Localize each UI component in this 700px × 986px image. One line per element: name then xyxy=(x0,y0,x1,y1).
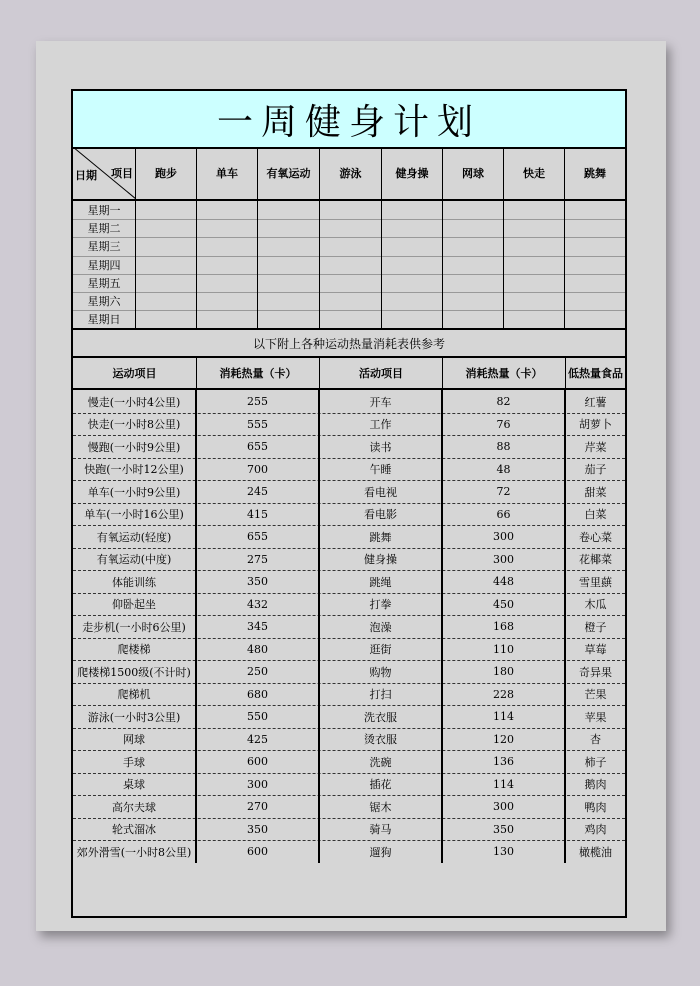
plan-cell xyxy=(382,274,443,292)
reference-column-header: 低热量食品 xyxy=(568,367,623,381)
reference-cell: 芒果 xyxy=(584,688,607,702)
plan-cell xyxy=(382,201,443,219)
reference-cell: 270 xyxy=(197,795,320,818)
reference-cell: 鸡肉 xyxy=(584,823,607,837)
reference-cell: 逛街 xyxy=(320,638,443,661)
reference-cell: 228 xyxy=(443,683,566,706)
plan-cell xyxy=(443,310,504,328)
reference-row xyxy=(73,525,625,549)
reference-cell: 415 xyxy=(197,503,320,526)
reference-cell: 慢跑(一小时9公里) xyxy=(73,435,197,458)
reference-cell: 奇异果 xyxy=(579,665,612,679)
plan-cell xyxy=(504,292,565,310)
reference-cell: 48 xyxy=(443,458,566,481)
reference-row xyxy=(73,390,625,414)
plan-cell xyxy=(443,274,504,292)
reference-cell: 鹅肉 xyxy=(584,778,607,792)
reference-cell: 450 xyxy=(443,593,566,616)
reference-cell: 快走(一小时8公里) xyxy=(73,413,197,436)
plan-cell xyxy=(320,237,382,255)
plan-cell xyxy=(565,292,625,310)
reference-column-header: 活动项目 xyxy=(320,358,443,388)
reference-cell: 单车(一小时9公里) xyxy=(73,480,197,503)
day-label: 星期五 xyxy=(73,274,136,292)
reference-cell: 350 xyxy=(197,570,320,593)
plan-cell xyxy=(320,274,382,292)
plan-cell xyxy=(565,201,625,219)
reference-cell: 慢走(一小时4公里) xyxy=(73,390,197,413)
plan-column-header: 有氧运动 xyxy=(258,147,320,199)
reference-cell: 胡萝卜 xyxy=(579,418,612,432)
reference-cell: 健身操 xyxy=(320,548,443,571)
plan-cell xyxy=(136,310,197,328)
plan-cell xyxy=(197,237,258,255)
reference-cell: 300 xyxy=(197,773,320,796)
reference-cell: 114 xyxy=(443,773,566,796)
reference-cell: 打扫 xyxy=(320,683,443,706)
plan-cell xyxy=(320,201,382,219)
plan-day-row xyxy=(73,274,625,293)
reference-row xyxy=(73,570,625,594)
reference-cell: 300 xyxy=(443,525,566,548)
reference-row xyxy=(73,548,625,572)
plan-cell xyxy=(565,274,625,292)
day-label: 星期三 xyxy=(73,237,136,255)
reference-cell: 350 xyxy=(443,818,566,841)
reference-header-row xyxy=(73,356,625,390)
plan-cell xyxy=(565,219,625,237)
reference-cell: 跳舞 xyxy=(320,525,443,548)
day-label: 星期一 xyxy=(73,201,136,219)
reference-cell: 245 xyxy=(197,480,320,503)
reference-cell: 700 xyxy=(197,458,320,481)
reference-cell: 泡澡 xyxy=(320,615,443,638)
reference-cell: 448 xyxy=(443,570,566,593)
reference-row xyxy=(73,683,625,707)
plan-cell xyxy=(504,201,565,219)
reference-cell: 插花 xyxy=(320,773,443,796)
reference-cell: 66 xyxy=(443,503,566,526)
plan-cell xyxy=(197,310,258,328)
plan-day-row xyxy=(73,219,625,238)
day-label: 星期四 xyxy=(73,256,136,274)
reference-cell: 168 xyxy=(443,615,566,638)
reference-cell: 有氧运动(中度) xyxy=(73,548,197,571)
reference-cell: 680 xyxy=(197,683,320,706)
reference-cell: 走步机(一小时6公里) xyxy=(73,615,197,638)
sheet xyxy=(36,41,666,931)
reference-row xyxy=(73,773,625,797)
reference-cell: 体能训练 xyxy=(73,570,197,593)
reference-cell: 高尔夫球 xyxy=(73,795,197,818)
reference-cell: 手球 xyxy=(73,750,197,773)
plan-cell xyxy=(382,219,443,237)
reference-cell: 开车 xyxy=(320,390,443,413)
plan-cell xyxy=(136,219,197,237)
reference-cell: 工作 xyxy=(320,413,443,436)
reference-row xyxy=(73,840,625,863)
plan-column-header: 快走 xyxy=(504,147,565,199)
reference-cell: 120 xyxy=(443,728,566,751)
plan-day-row xyxy=(73,201,625,220)
reference-cell: 骑马 xyxy=(320,818,443,841)
plan-cell xyxy=(258,256,320,274)
reference-cell: 看电视 xyxy=(320,480,443,503)
plan-cell xyxy=(258,274,320,292)
plan-cell xyxy=(197,201,258,219)
reference-cell: 午睡 xyxy=(320,458,443,481)
reference-cell: 136 xyxy=(443,750,566,773)
plan-cell xyxy=(443,292,504,310)
plan-cell xyxy=(320,292,382,310)
plan-cell xyxy=(504,310,565,328)
reference-cell: 木瓜 xyxy=(584,598,607,612)
plan-cell xyxy=(565,256,625,274)
corner-row-label: 日期 xyxy=(75,169,97,182)
plan-cell xyxy=(504,219,565,237)
day-label: 星期六 xyxy=(73,292,136,310)
reference-row xyxy=(73,593,625,617)
plan-cell xyxy=(197,256,258,274)
reference-cell: 82 xyxy=(443,390,566,413)
reference-cell: 350 xyxy=(197,818,320,841)
reference-cell: 甜菜 xyxy=(584,485,607,499)
plan-header-row xyxy=(73,147,625,201)
plan-column-header: 网球 xyxy=(443,147,504,199)
reference-cell: 鸭肉 xyxy=(584,800,607,814)
reference-row xyxy=(73,750,625,774)
reference-cell: 600 xyxy=(197,750,320,773)
corner-col-label: 项目 xyxy=(111,167,133,180)
reference-cell: 655 xyxy=(197,435,320,458)
plan-column-header: 游泳 xyxy=(320,147,382,199)
plan-day-row xyxy=(73,256,625,275)
reference-cell: 600 xyxy=(197,840,320,863)
plan-cell xyxy=(382,292,443,310)
reference-cell: 红薯 xyxy=(584,395,607,409)
reference-cell: 480 xyxy=(197,638,320,661)
reference-cell: 轮式溜冰 xyxy=(73,818,197,841)
reference-cell: 114 xyxy=(443,705,566,728)
day-label: 星期二 xyxy=(73,219,136,237)
reference-cell: 425 xyxy=(197,728,320,751)
reference-cell: 游泳(一小时3公里) xyxy=(73,705,197,728)
plan-cell xyxy=(258,219,320,237)
reference-cell: 110 xyxy=(443,638,566,661)
plan-cell xyxy=(382,310,443,328)
reference-cell: 橄榄油 xyxy=(579,845,612,859)
reference-cell: 550 xyxy=(197,705,320,728)
plan-cell xyxy=(197,219,258,237)
reference-cell: 橙子 xyxy=(584,620,607,634)
reference-cell: 烫衣服 xyxy=(320,728,443,751)
reference-cell: 88 xyxy=(443,435,566,458)
reference-cell: 有氧运动(轻度) xyxy=(73,525,197,548)
reference-cell: 250 xyxy=(197,660,320,683)
plan-day-row xyxy=(73,310,625,328)
day-label: 星期日 xyxy=(73,310,136,328)
plan-day-row xyxy=(73,292,625,311)
reference-cell: 雪里蕻 xyxy=(579,575,612,589)
reference-cell: 130 xyxy=(443,840,566,863)
reference-row xyxy=(73,638,625,662)
reference-cell: 网球 xyxy=(73,728,197,751)
reference-cell: 跳绳 xyxy=(320,570,443,593)
table-frame xyxy=(71,89,627,918)
reference-row xyxy=(73,413,625,437)
plan-cell xyxy=(320,219,382,237)
plan-cell xyxy=(258,237,320,255)
reference-cell: 555 xyxy=(197,413,320,436)
reference-cell: 看电影 xyxy=(320,503,443,526)
plan-cell xyxy=(320,256,382,274)
reference-cell: 洗碗 xyxy=(320,750,443,773)
reference-row xyxy=(73,458,625,482)
reference-cell: 草莓 xyxy=(584,643,607,657)
plan-day-row xyxy=(73,237,625,256)
reference-cell: 杏 xyxy=(590,733,601,747)
reference-cell: 300 xyxy=(443,548,566,571)
reference-row xyxy=(73,615,625,639)
page-title: 一周健身计划 xyxy=(73,91,625,149)
reference-cell: 爬梯机 xyxy=(73,683,197,706)
reference-cell: 72 xyxy=(443,480,566,503)
reference-cell: 300 xyxy=(443,795,566,818)
plan-cell xyxy=(136,237,197,255)
reference-cell: 白菜 xyxy=(584,508,607,522)
reference-note: 以下附上各种运动热量消耗表供参考 xyxy=(73,328,625,356)
reference-cell: 爬楼梯1500级(不计时) xyxy=(73,660,197,683)
plan-cell xyxy=(136,256,197,274)
plan-cell xyxy=(504,256,565,274)
reference-cell: 苹果 xyxy=(584,710,607,724)
reference-cell: 卷心菜 xyxy=(579,530,612,544)
plan-cell xyxy=(443,219,504,237)
plan-cell xyxy=(197,292,258,310)
plan-cell xyxy=(565,310,625,328)
reference-row xyxy=(73,728,625,752)
reference-cell: 购物 xyxy=(320,660,443,683)
corner-cell xyxy=(73,147,136,199)
plan-cell xyxy=(258,310,320,328)
reference-row xyxy=(73,705,625,729)
reference-cell: 遛狗 xyxy=(320,840,443,863)
reference-column-header: 消耗热量（卡） xyxy=(443,358,566,388)
plan-column-header: 健身操 xyxy=(382,147,443,199)
plan-cell xyxy=(504,237,565,255)
reference-cell: 432 xyxy=(197,593,320,616)
reference-row xyxy=(73,503,625,527)
plan-cell xyxy=(258,201,320,219)
reference-cell: 255 xyxy=(197,390,320,413)
plan-cell xyxy=(197,274,258,292)
plan-column-header: 单车 xyxy=(197,147,258,199)
reference-row xyxy=(73,480,625,504)
reference-cell: 76 xyxy=(443,413,566,436)
plan-column-header: 跑步 xyxy=(136,147,197,199)
plan-cell xyxy=(443,201,504,219)
reference-cell: 芹菜 xyxy=(584,440,607,454)
reference-row xyxy=(73,818,625,842)
reference-cell: 锯木 xyxy=(320,795,443,818)
reference-row xyxy=(73,660,625,684)
reference-cell: 读书 xyxy=(320,435,443,458)
reference-cell: 桌球 xyxy=(73,773,197,796)
reference-cell: 柿子 xyxy=(584,755,607,769)
reference-cell: 爬楼梯 xyxy=(73,638,197,661)
reference-cell: 茄子 xyxy=(584,463,607,477)
reference-row xyxy=(73,795,625,819)
plan-cell xyxy=(258,292,320,310)
plan-cell xyxy=(382,256,443,274)
reference-cell: 花椰菜 xyxy=(579,553,612,567)
reference-cell: 打拳 xyxy=(320,593,443,616)
reference-cell: 仰卧起坐 xyxy=(73,593,197,616)
reference-cell: 洗衣服 xyxy=(320,705,443,728)
reference-cell: 655 xyxy=(197,525,320,548)
plan-cell xyxy=(565,237,625,255)
reference-cell: 单车(一小时16公里) xyxy=(73,503,197,526)
reference-cell: 快跑(一小时12公里) xyxy=(73,458,197,481)
reference-column-header: 消耗热量（卡） xyxy=(197,358,320,388)
plan-cell xyxy=(443,256,504,274)
plan-cell xyxy=(443,237,504,255)
plan-cell xyxy=(504,274,565,292)
reference-cell: 郊外滑雪(一小时8公里) xyxy=(73,840,197,863)
reference-row xyxy=(73,435,625,459)
plan-cell xyxy=(136,292,197,310)
reference-column-header: 运动项目 xyxy=(73,358,197,388)
plan-cell xyxy=(320,310,382,328)
reference-cell: 275 xyxy=(197,548,320,571)
plan-cell xyxy=(136,201,197,219)
reference-cell: 345 xyxy=(197,615,320,638)
plan-column-header: 跳舞 xyxy=(584,167,606,180)
plan-cell xyxy=(136,274,197,292)
plan-cell xyxy=(382,237,443,255)
reference-cell: 180 xyxy=(443,660,566,683)
